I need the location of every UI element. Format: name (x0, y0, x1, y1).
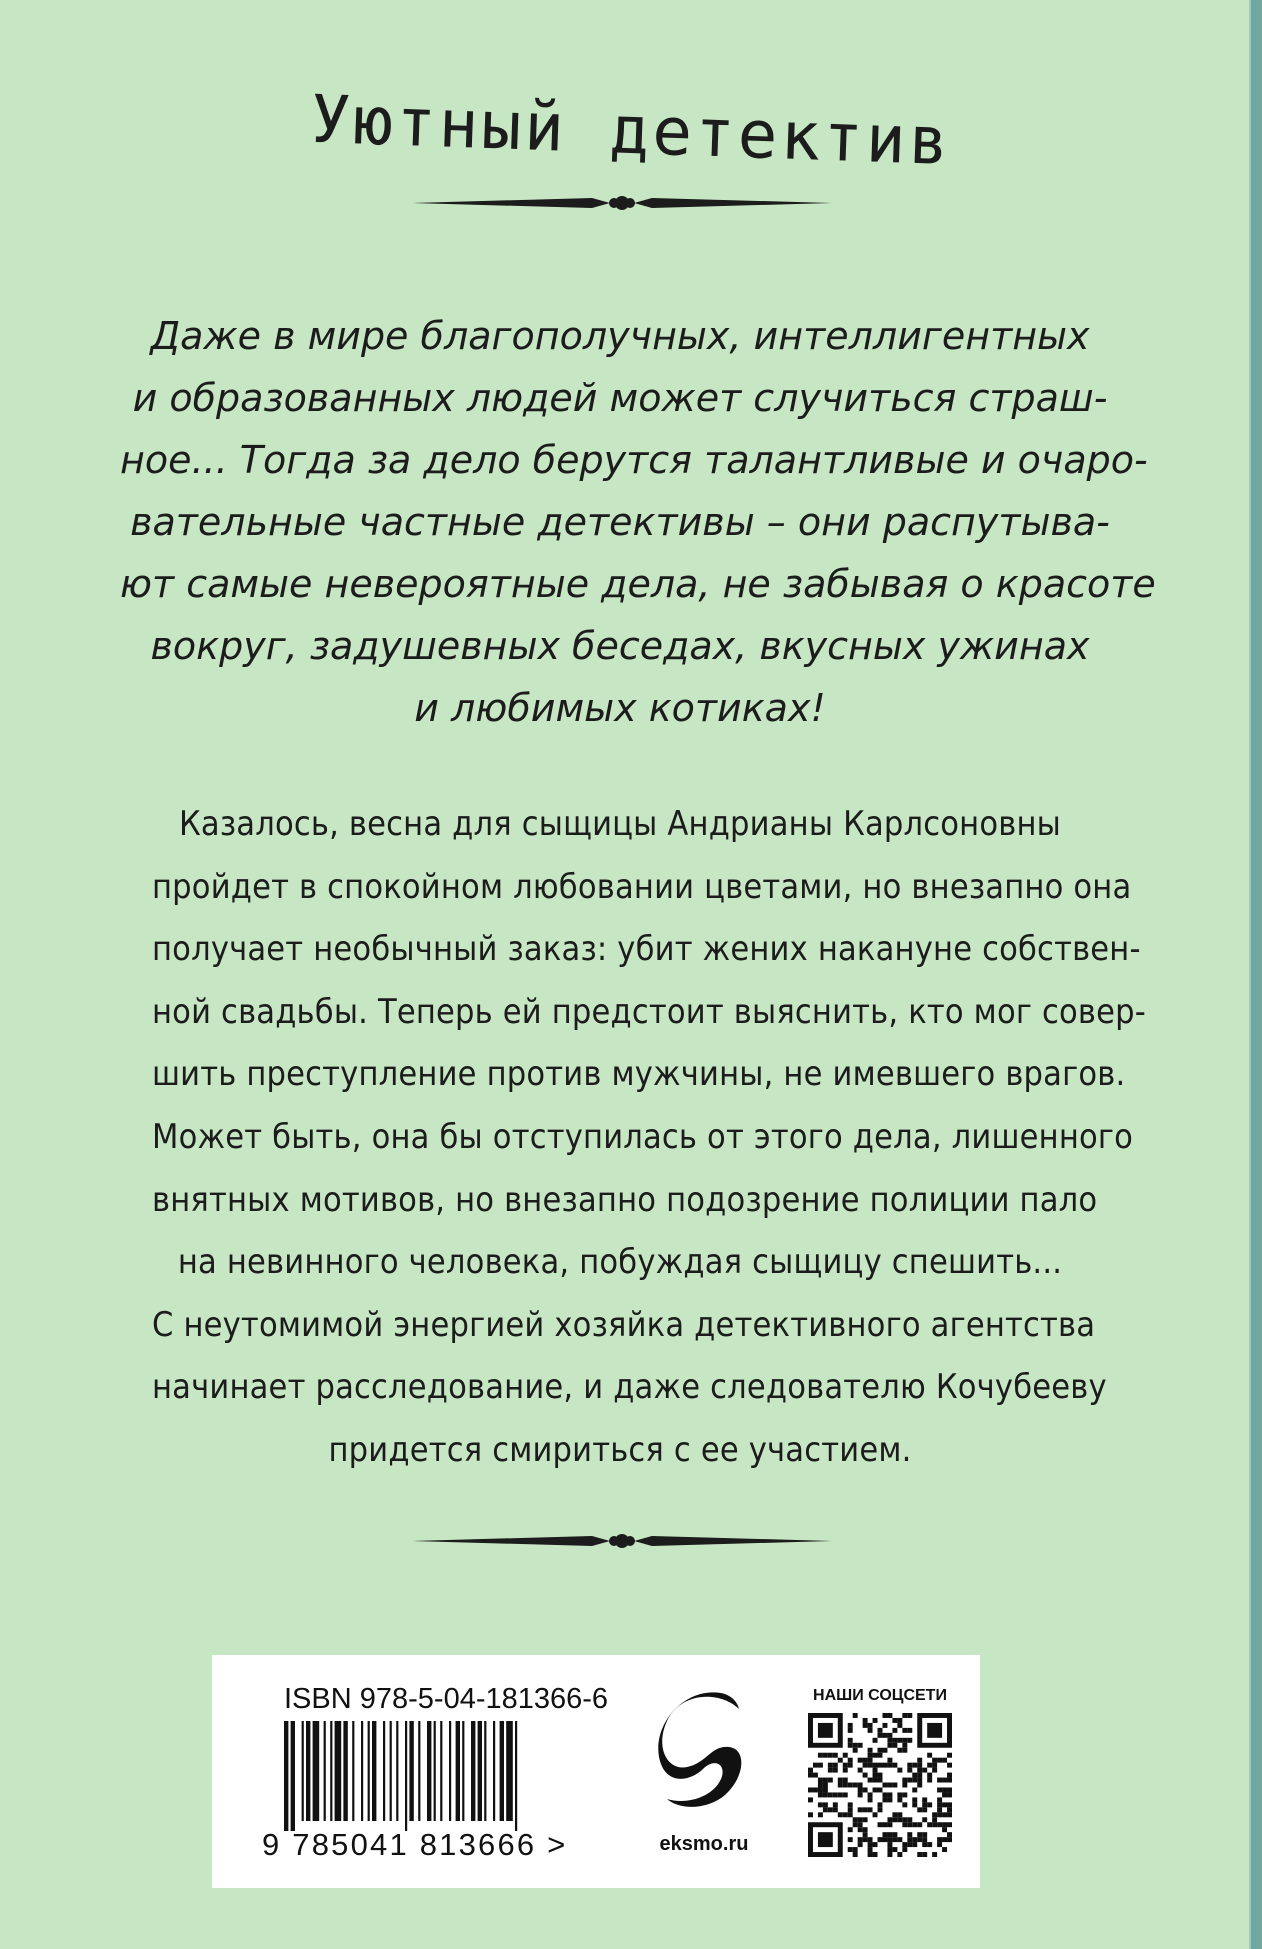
tagline-line: и образованных людей может случиться страш- (132, 376, 1108, 420)
synopsis-line: шить преступление против мужчины, не имевшего врагов. (152, 1054, 1126, 1095)
publisher-url: eksmo.ru (659, 1833, 749, 1855)
synopsis-line: Может быть, она бы отступилась от этого дела, лишенного (152, 1116, 1134, 1157)
synopsis-line: ной свадьбы. Теперь ей предстоит выяснить, кто мог совер- (152, 991, 1146, 1032)
tagline-line: вательные частные детективы – они распутыва- (130, 500, 1110, 544)
synopsis-line: получает необычный заказ: убит жених накануне собствен- (152, 929, 1141, 970)
synopsis-line: на невинного человека, побуждая сыщицу спешить... (177, 1242, 1063, 1283)
tagline-line: и любимых котиках! (414, 686, 826, 730)
tagline-line: ют самые невероятные дела, не забывая о красоте (120, 562, 1156, 606)
synopsis-line: начинает расследование, и даже следователю Кочубееву (152, 1367, 1107, 1408)
ornament-divider-top (412, 190, 832, 216)
synopsis-line: Казалось, весна для сыщицы Андрианы Карлсоновны (179, 804, 1061, 844)
eksmo-logo-icon (651, 1687, 755, 1819)
tagline-line: ное... Тогда за дело берутся талантливые и очаро- (120, 438, 1148, 482)
series-title: Уютный детектив (309, 80, 953, 181)
series-tagline (120, 305, 1156, 739)
publisher-info-box (212, 1655, 980, 1888)
synopsis-line: придется смириться с ее участием. (328, 1429, 912, 1470)
tagline-line: Даже в мире благополучных, интеллигентных (150, 314, 1090, 358)
spine-edge (1251, 0, 1262, 1949)
isbn-label: ISBN 978-5-04-181366-6 (284, 1683, 609, 1715)
barcode-digits: 9 785041 813666 > (262, 1827, 568, 1862)
synopsis-line: пройдет в спокойном любовании цветами, но внезапно она (152, 866, 1132, 907)
qr-code (808, 1713, 952, 1857)
synopsis-line: внятных мотивов, но внезапно подозрение полиции пало (152, 1179, 1098, 1220)
synopsis-line: С неутомимой энергией хозяйка детективного агентства (152, 1304, 1096, 1345)
social-networks-label: НАШИ СОЦСЕТИ (813, 1687, 947, 1704)
book-synopsis (152, 793, 1146, 1482)
ornament-divider-bottom (412, 1528, 832, 1554)
tagline-line: вокруг, задушевных беседах, вкусных ужинах (150, 624, 1090, 668)
isbn-barcode (284, 1721, 594, 1831)
